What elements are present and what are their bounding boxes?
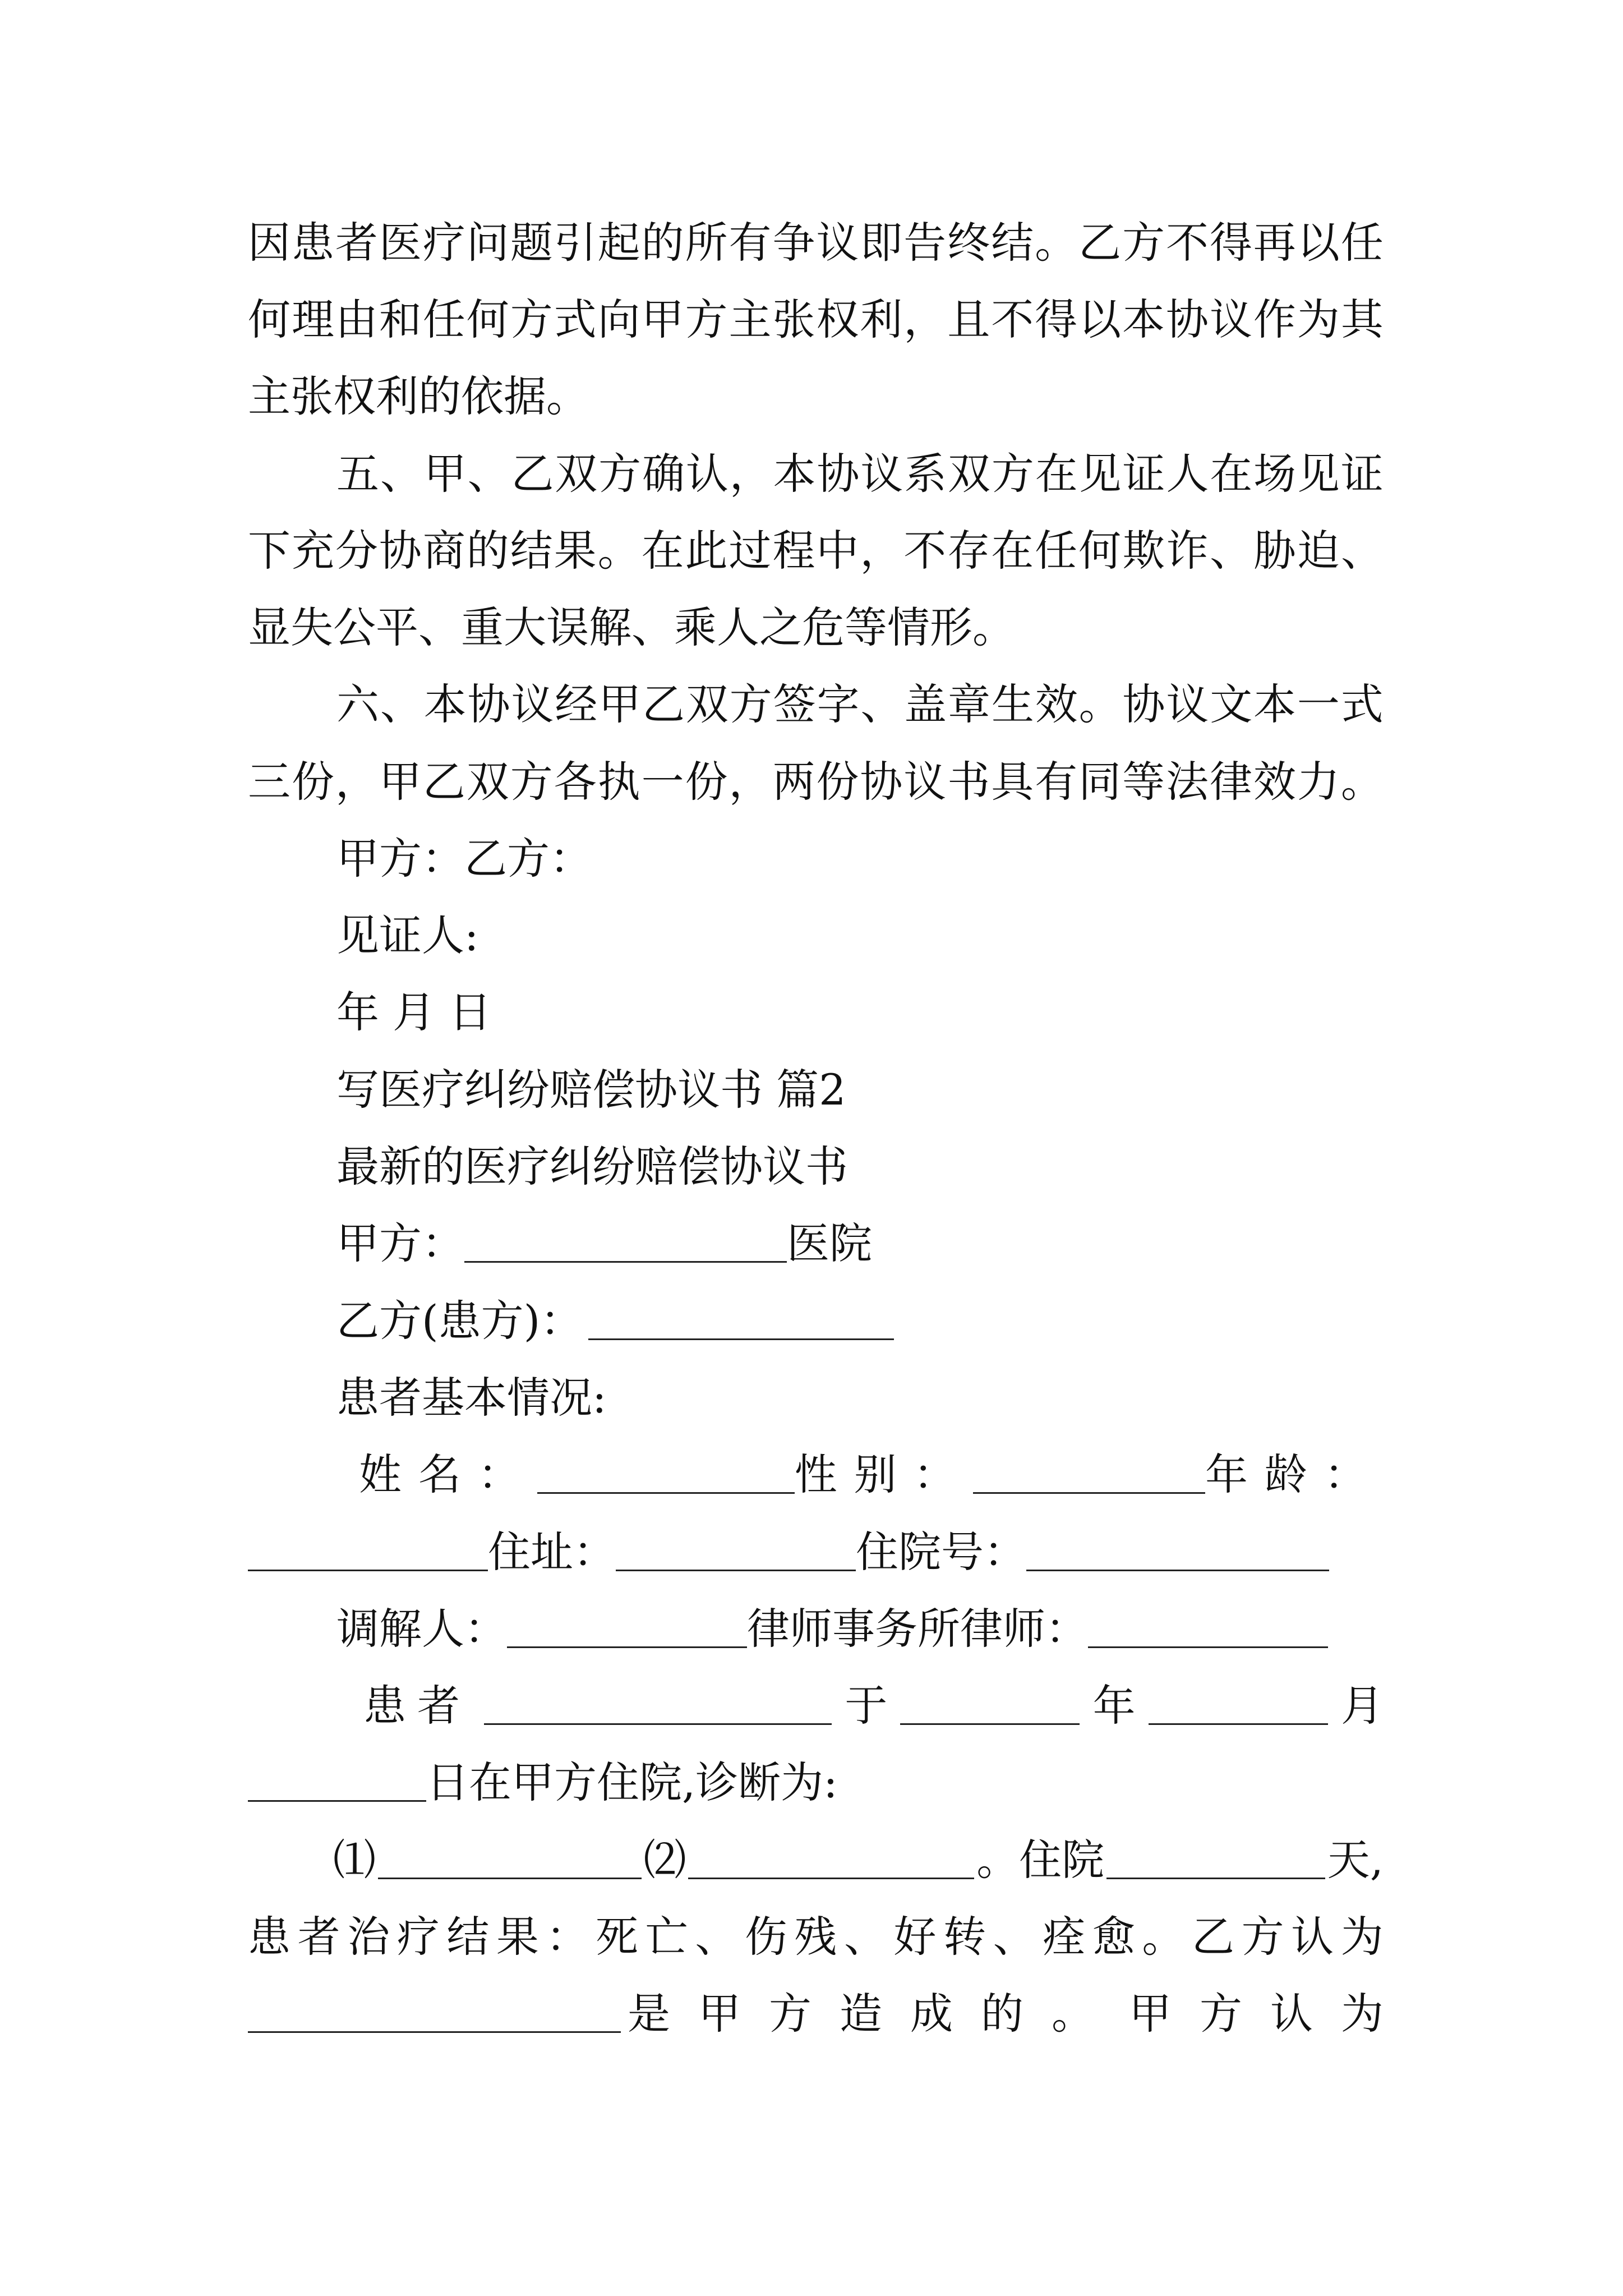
text-char: 双	[466, 757, 509, 807]
text-char: 协	[379, 526, 422, 576]
text-char: 协	[860, 757, 903, 807]
text-char: 结	[446, 1912, 490, 1962]
text-char: 结	[510, 526, 553, 576]
paragraph-line: 主张权利的依据。	[248, 371, 589, 421]
text-char: 方	[685, 295, 728, 344]
text-char: 的	[641, 218, 684, 268]
text-char: 章	[948, 679, 991, 729]
text-char: 甲	[598, 679, 642, 729]
text-char: 存	[947, 526, 990, 576]
text-char: 签	[773, 679, 816, 729]
name-blank[interactable]	[537, 1456, 795, 1494]
text-char: 过	[728, 526, 772, 576]
admitted-row	[248, 1749, 1623, 1816]
text-char: 为	[1297, 295, 1340, 344]
text-char: 起	[597, 218, 640, 268]
opinion-row	[248, 1980, 1412, 2047]
text-char: 残	[794, 1912, 837, 1962]
text-char: 亡	[645, 1912, 688, 1962]
text-char: 者	[297, 1912, 340, 1962]
paragraph-line	[336, 440, 1384, 508]
diagnosis-1-blank[interactable]	[378, 1842, 642, 1879]
text-char: 、	[843, 1912, 887, 1962]
lawyer-blank[interactable]	[1088, 1611, 1328, 1648]
text-char: 因	[248, 218, 291, 268]
text-char: 终	[947, 218, 990, 268]
text-char: 、	[380, 449, 423, 499]
text-char: 协	[1166, 295, 1209, 344]
text-char: 。	[597, 526, 640, 576]
month-blank[interactable]	[1149, 1687, 1328, 1725]
text-char: 。	[1340, 757, 1384, 807]
party-b-row	[336, 1287, 1623, 1355]
text-char: 得	[1209, 218, 1252, 268]
text-char: 伤	[744, 1912, 787, 1962]
text-char: 认	[685, 449, 728, 499]
party-a-row	[336, 1210, 1623, 1277]
text-char: 同	[1078, 757, 1122, 807]
text-char: 式	[554, 295, 597, 344]
mediator-blank[interactable]	[507, 1611, 747, 1648]
text-char: 场	[1253, 449, 1297, 499]
text-char: 何	[248, 295, 291, 344]
text-char: 本	[423, 679, 467, 729]
text-char: 见	[1297, 449, 1340, 499]
text-char: 所	[685, 218, 728, 268]
admission-date-row	[363, 1672, 1384, 1740]
text-char: 双	[685, 679, 728, 729]
text-char: 乙	[422, 757, 465, 807]
text-char: 本	[1253, 679, 1297, 729]
year-word: 年	[1092, 1681, 1136, 1731]
text-char: 治	[347, 1912, 390, 1962]
age-label: 年龄：	[1205, 1450, 1384, 1499]
text-char: 权	[816, 295, 859, 344]
text-char: 乙	[642, 679, 685, 729]
text-char: 争	[772, 218, 815, 268]
text-char: 方	[991, 449, 1034, 499]
text-char: 问	[466, 218, 509, 268]
agreement-title: 最新的医疗纠纷赔偿协议书	[336, 1142, 848, 1191]
text-char: 盖	[904, 679, 947, 729]
text-char: 议	[860, 449, 903, 499]
patient-info-heading: 患者基本情况:	[336, 1373, 607, 1423]
text-char: 书	[947, 757, 990, 807]
text-char: 在	[1035, 449, 1078, 499]
text-char: 由	[335, 295, 378, 344]
text-char: 任	[1035, 526, 1078, 576]
text-char: 迫	[1297, 526, 1340, 576]
text-char: 理	[291, 295, 334, 344]
text-char: ：	[546, 1912, 589, 1962]
text-char: 确	[642, 449, 685, 499]
text-char: 其	[1340, 295, 1384, 344]
text-char: 份	[816, 757, 859, 807]
text-char: 张	[772, 295, 815, 344]
address-blank[interactable]	[616, 1534, 856, 1571]
text-char: 医	[379, 218, 422, 268]
text-char: 、	[695, 1912, 738, 1962]
text-char: 、	[1209, 526, 1252, 576]
text-char: 得	[1035, 295, 1078, 344]
text-char: 效	[1253, 757, 1296, 807]
text-char: 有	[1035, 757, 1078, 807]
text-char: 不	[903, 526, 947, 576]
text-char: 本	[1122, 295, 1165, 344]
text-char: 份	[291, 757, 334, 807]
text-char: 结	[991, 218, 1034, 268]
text-char: 方	[510, 757, 553, 807]
text-char: 、	[467, 449, 510, 499]
gender-blank[interactable]	[973, 1456, 1205, 1494]
signature-parties: 甲方：乙方：	[336, 834, 592, 884]
hospitalized-label: 。住院	[976, 1835, 1105, 1885]
text-char: 系	[904, 449, 947, 499]
text-char: 、	[1340, 526, 1384, 576]
paragraph-line	[248, 286, 1384, 353]
text-char: 且	[947, 295, 990, 344]
text-char: 不	[1166, 218, 1209, 268]
text-char: 方	[1122, 218, 1165, 268]
text-char: 者	[335, 218, 378, 268]
text-char: 愈	[1092, 1912, 1135, 1962]
text-char: 何	[1078, 526, 1122, 576]
month-word: 月	[1340, 1681, 1384, 1731]
text-char: 以	[1297, 218, 1340, 268]
text-char: 证	[1340, 449, 1384, 499]
text-char: ，	[335, 757, 378, 807]
text-char: ，	[729, 449, 772, 499]
diagnosis-row	[333, 1826, 1384, 1894]
text-char: 、	[860, 679, 903, 729]
diagnosis-2-blank[interactable]	[688, 1842, 974, 1879]
text-char: 诈	[1166, 526, 1209, 576]
text-char: 、	[380, 679, 423, 729]
text-char: 下	[248, 526, 291, 576]
text-char: 方	[598, 449, 642, 499]
text-char: 痊	[1043, 1912, 1086, 1962]
text-char: 引	[554, 218, 597, 268]
text-char: 双	[555, 449, 598, 499]
text-char: 甲	[423, 449, 467, 499]
text-char: 。	[1142, 1912, 1185, 1962]
text-char: 以	[1078, 295, 1122, 344]
party-b-blank[interactable]	[588, 1303, 894, 1340]
text-char: 乙	[1191, 1912, 1234, 1962]
text-char: 方	[1241, 1912, 1284, 1962]
text-char: 本	[773, 449, 816, 499]
text-char: 协	[467, 679, 510, 729]
text-char: 题	[510, 218, 553, 268]
text-char: 主	[728, 295, 772, 344]
mediator-row	[336, 1595, 1623, 1663]
section-heading: 写医疗纠纷赔偿协议书 篇2	[336, 1065, 846, 1115]
text-char: 生	[991, 679, 1034, 729]
text-char: 、	[993, 1912, 1036, 1962]
day-blank[interactable]	[248, 1764, 426, 1802]
patient-address-row	[248, 1519, 1623, 1586]
lawyer-label: 律师事务所律师：	[747, 1604, 1088, 1654]
party-b-label: 乙方(患方)：	[336, 1296, 583, 1346]
admission-no-blank[interactable]	[1026, 1534, 1329, 1571]
text-char: 再	[1253, 218, 1296, 268]
text-char: 协	[1122, 679, 1165, 729]
signature-date: 年 月 日	[336, 987, 492, 1037]
text-char: 份	[685, 757, 728, 807]
text-char: 见	[1078, 449, 1122, 499]
paragraph-line	[248, 209, 1384, 277]
gender-label: 性别：	[794, 1450, 973, 1499]
text-char: 在	[991, 526, 1034, 576]
text-char: 议	[1166, 679, 1209, 729]
text-char: 法	[1166, 757, 1209, 807]
text-char: 经	[555, 679, 598, 729]
at-word: 于	[845, 1681, 888, 1731]
text-char: 文	[1210, 679, 1253, 729]
text-char: 议	[816, 218, 859, 268]
text-char: ，	[728, 757, 772, 807]
text-char: 胁	[1253, 526, 1296, 576]
text-char: 人	[1166, 449, 1209, 499]
text-char: 不	[991, 295, 1034, 344]
text-char: 告	[903, 218, 947, 268]
age-blank[interactable]	[248, 1534, 488, 1571]
text-char: 商	[422, 526, 465, 576]
text-char: 向	[597, 295, 640, 344]
text-char: ，	[860, 526, 903, 576]
text-char: 患	[291, 218, 334, 268]
text-char: 果	[496, 1912, 539, 1962]
paragraph-line	[248, 517, 1384, 585]
admission-no-label: 住院号：	[856, 1527, 1026, 1577]
text-char: 死	[596, 1912, 639, 1962]
text-char: 任	[422, 295, 465, 344]
text-char: 字	[817, 679, 860, 729]
text-char: 好	[893, 1912, 937, 1962]
paragraph-line	[248, 748, 1384, 816]
year-blank[interactable]	[900, 1687, 1080, 1725]
caused-by-text: 是甲方造成的。	[628, 1989, 1122, 2039]
text-char: 此	[685, 526, 728, 576]
text-char: 证	[1122, 449, 1165, 499]
text-char: 效	[1035, 679, 1078, 729]
patient-word: 患者	[363, 1681, 471, 1731]
text-char: 三	[248, 757, 291, 807]
paragraph-line: 显失公平、重大误解、乘人之危等情形。	[248, 602, 1015, 652]
text-char: 乙	[511, 449, 554, 499]
text-char: 乙	[1078, 218, 1122, 268]
text-char: 议	[1209, 295, 1252, 344]
text-char: 律	[1209, 757, 1252, 807]
text-char: 分	[335, 526, 378, 576]
text-char: 在	[1210, 449, 1253, 499]
text-char: 。	[1078, 679, 1122, 729]
item1-label: ⑴	[333, 1835, 376, 1885]
text-char: 和	[379, 295, 422, 344]
text-char: 一	[641, 757, 684, 807]
text-char: 在	[641, 526, 684, 576]
text-char: 欺	[1122, 526, 1165, 576]
party-a-label: 甲方：	[336, 1218, 464, 1268]
address-label: 住址：	[488, 1527, 616, 1577]
text-char: 充	[291, 526, 334, 576]
text-char: 利	[860, 295, 903, 344]
text-char: 具	[991, 757, 1034, 807]
text-char: 甲	[379, 757, 422, 807]
days-blank[interactable]	[1106, 1842, 1325, 1879]
text-char: 甲	[641, 295, 684, 344]
text-char: 协	[817, 449, 860, 499]
text-char: 疗	[422, 218, 465, 268]
text-char: 中	[816, 526, 859, 576]
party-a-suffix: 医院	[787, 1218, 872, 1268]
text-char: 。	[1035, 218, 1078, 268]
paragraph-line	[336, 671, 1384, 738]
text-char: 双	[948, 449, 991, 499]
text-char: 为	[1340, 1912, 1384, 1962]
text-char: 议	[903, 757, 947, 807]
text-char: 式	[1340, 679, 1384, 729]
text-char: 患	[248, 1912, 291, 1962]
admitted-text: 日在甲方住院,诊断为:	[426, 1757, 838, 1807]
text-char: 程	[772, 526, 815, 576]
text-char: 认	[1291, 1912, 1334, 1962]
text-char: 疗	[396, 1912, 440, 1962]
text-char: 转	[943, 1912, 986, 1962]
party-a-blank[interactable]	[464, 1225, 787, 1263]
mediator-label: 调解人：	[336, 1604, 507, 1654]
text-char: 五	[336, 449, 379, 499]
text-char: 果	[554, 526, 597, 576]
text-char: 各	[554, 757, 597, 807]
name-label: 姓名：	[359, 1450, 537, 1499]
text-char: 作	[1253, 295, 1296, 344]
text-char: 等	[1122, 757, 1165, 807]
party-a-opinion-text: 甲方认为	[1129, 1989, 1412, 2039]
item2-label: ⑵	[643, 1835, 686, 1885]
patient-name-blank[interactable]	[484, 1687, 832, 1725]
text-char: 六	[336, 679, 379, 729]
cause-blank[interactable]	[248, 1995, 621, 2033]
text-char: 议	[511, 679, 554, 729]
days-label: 天,	[1327, 1835, 1384, 1885]
text-char: ，	[903, 295, 947, 344]
text-char: 一	[1297, 679, 1340, 729]
text-char: 方	[729, 679, 772, 729]
text-char: 方	[510, 295, 553, 344]
text-char: 有	[728, 218, 772, 268]
result-line	[248, 1903, 1384, 1971]
text-char: 执	[597, 757, 640, 807]
signature-witness: 见证人:	[336, 910, 479, 960]
text-char: 两	[772, 757, 815, 807]
patient-basic-row	[359, 1441, 1384, 1508]
text-char: 何	[466, 295, 509, 344]
text-char: 即	[860, 218, 903, 268]
text-char: 任	[1340, 218, 1384, 268]
text-char: 力	[1297, 757, 1340, 807]
text-char: 的	[466, 526, 509, 576]
